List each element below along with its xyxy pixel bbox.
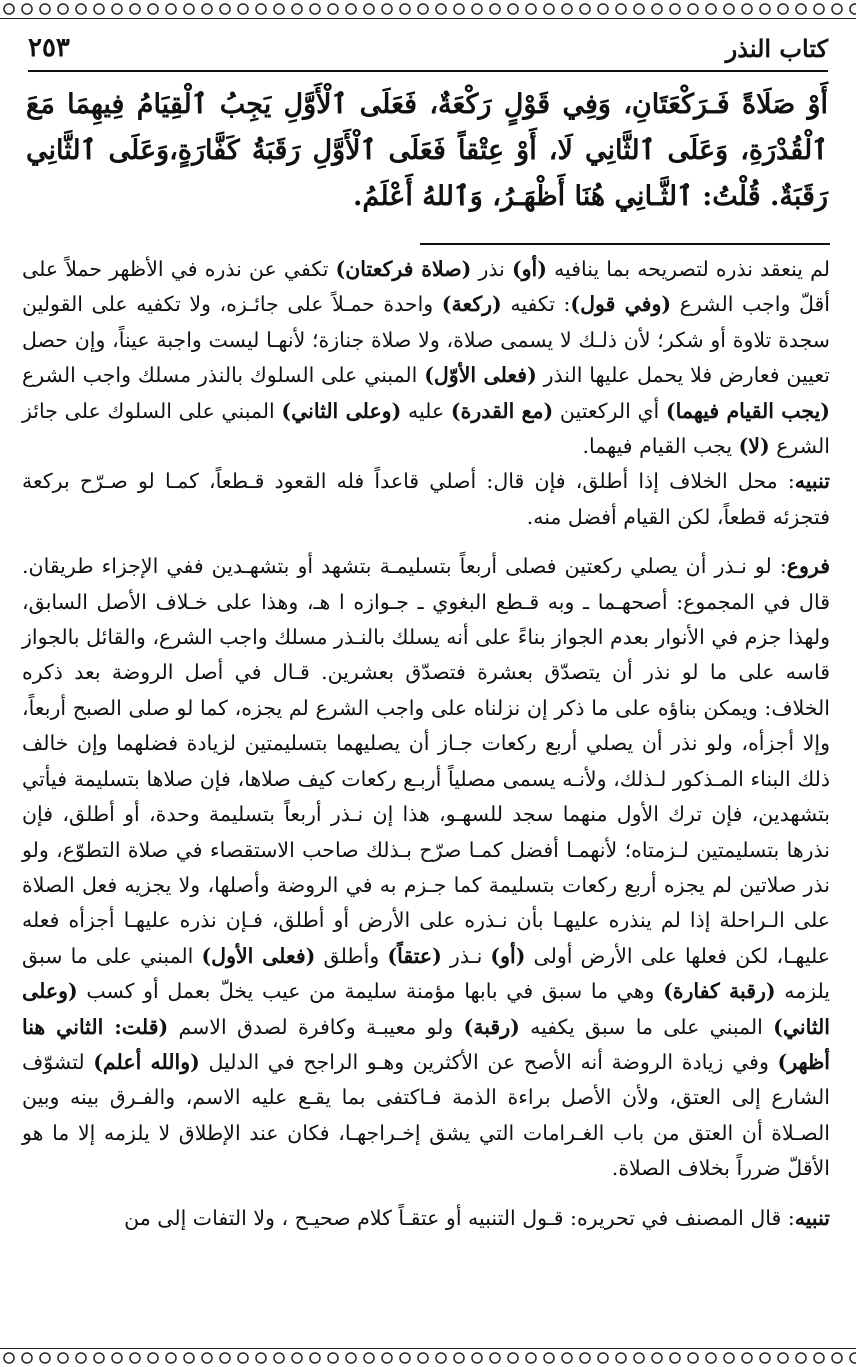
bold-segment: (مع القدرة) xyxy=(450,398,554,423)
text-segment: لتشوّف الشارع إلى العتق، ولأن الأصل براءة الذمة فـاكتفى بما يقـع عليه الاسم، والفـرق بينه وبين الصـلاة أن العتق من باب الغـرامات التي يشق إخـراجهـا، فكان عند الإطلاق لا يلزمه إلا ما هو الأقلّ ضرراً بخلاف الصلاة. xyxy=(22,1049,830,1181)
bold-segment: فروع xyxy=(786,554,830,579)
text-segment: وهي ما سبق في بابها مؤمنة سليمة من عيب يخلّ بعمل أو كسب xyxy=(77,979,664,1004)
bold-segment: (يجب القيام فيهما) xyxy=(665,398,830,423)
text-segment: : تكفيه xyxy=(501,292,571,317)
bold-segment: (لا) xyxy=(738,434,770,459)
page-header xyxy=(28,26,828,72)
text-segment: يجب القيام فيهما. xyxy=(582,434,739,459)
text-segment: واحدة حمـلاً على جائـزه، ولا تكفيه على القولين سجدة تلاوة أو شكر؛ لأن ذلـك لا يسمى صلاة، ولا صلاة جنازة؛ لأنهـا ليست واجبة عيناً، وإن حصل تعيين فعارض فلا يحمل عليها النذر xyxy=(22,292,830,388)
footnote-separator xyxy=(420,243,830,245)
sharh-commentary xyxy=(22,252,830,1236)
text-segment: ولو معيبـة وكافرة لصدق الاسم xyxy=(168,1014,464,1039)
text-segment: وفي زيادة الروضة أنه الأصح عن الأكثرين وهـو الراجح في الدليل xyxy=(199,1049,778,1074)
text-segment: المبني على السلوك على جائز الشرع xyxy=(22,398,830,459)
text-segment: : لو نـذر أن يصلي ركعتين فصلى أربعاً بتسليمـة بتشهد أو بتشهـدين ففي الإجزاء طريقان. قال في المجموع: أصحهـما ـ وبه قـطع البغوي ـ جـوازه ا هـ، وهذا على خـلاف الأصل السابق، ولهذا جزم في الأنوار بعدم الجواز بناءً على أنه يسلك بالنـذر مسلك واجب الشرع، والقائل بالجواز قاسه على ما لو نذر أن يتصدّق بعشرة فتصدّق بعشرين. قـال في أصل الروضة بعد ذكره الخلاف: ويمكن بناؤه على ما ذكر إن نزلناه على واجب الشرع لم يجزه، كما لو صلى الصبح أربعاً، وإلا أجزأه، ولو نذر أن يصلي أربع ركعات جـاز أن يصليهما بتسليمتين لزيادة فضلهما وإن خالف ذلك البناء المـذكور لـذلك، ولأنـه يسمى مصلياً أربـع ركعات كيف صلاها، فإن صلاها بتسليمة فيأتي بتشهدين، فإن ترك الأول منهما سجد للسهـو، هذا إن نـذر أربعاً بتسليمة وحدة، أو أطلق، فإن نذرها بتسليمتين لـزمتاه؛ لأنهمـا أفضل كمـا صرّح بـذلك صاحب الاستقصاء في صلاة التطوّع، ولو نذر صلاتين لم يجزه أربع ركعات بتسليمة كما جـزم به في الروضة وأصلها، ولا يجزيه فعل الصلاة على الـراحلة إذا لم ينذره عليهـا بأن نـذره على الأرض أو أطلق، فـإن نذره عليهـا أجزأه فعله عليهـا، لكن فعلها على الأرض أولى xyxy=(22,554,831,968)
text-segment: : قال المصنف في تحريره: قـول التنبيه أو عتقـاً كلام صحيـح ، ولا التفات إلى من xyxy=(124,1205,795,1230)
bold-segment: (ركعة) xyxy=(441,292,502,317)
paragraph xyxy=(22,549,830,1186)
page-number: ٢٥٣ xyxy=(28,33,70,63)
bold-segment: (فعلى الأول) xyxy=(201,943,316,968)
text-segment: تكفي عن نذره في الأظهر حملاً على أقلّ واجب الشرع xyxy=(22,257,830,317)
bold-segment: (والله أعلم) xyxy=(93,1049,200,1074)
bold-segment: (عتقاً) xyxy=(387,943,442,968)
text-segment: المبني على ما سبق يلزمه xyxy=(22,943,830,1004)
chapter-title: كتاب النذر xyxy=(725,33,828,63)
bold-segment: (أو) xyxy=(490,943,526,968)
bold-segment: (قلت: الثاني هنا أظهر) xyxy=(22,1014,830,1074)
text-segment: عليه xyxy=(401,398,451,423)
text-segment: المبني على ما سبق يكفيه xyxy=(519,1014,774,1039)
top-ornamental-border xyxy=(0,0,856,19)
bold-segment: (فعلى الأوّل) xyxy=(424,363,537,388)
bold-segment: (وفي قول) xyxy=(570,292,672,317)
bold-segment: (رقبة كفارة) xyxy=(663,979,776,1004)
paragraph xyxy=(22,252,830,464)
text-segment: نذر xyxy=(471,257,512,281)
bold-segment: (وعلى الثاني) xyxy=(281,398,402,423)
bold-segment: (رقبة) xyxy=(463,1014,520,1039)
bold-segment: (أو) xyxy=(511,257,547,281)
text-segment: المبني على السلوك بالنذر مسلك واجب الشرع xyxy=(22,363,425,388)
bold-segment: (صلاة فركعتان) xyxy=(335,257,472,281)
text-segment: نـذر xyxy=(441,943,491,968)
text-segment: أي الركعتين xyxy=(553,398,666,423)
matn-text: أَوْ صَلَاةً فَـرَكْعَتَانِ، وَفِي قَوْلٍ رَكْعَةٌ، فَعَلَى ٱلْأَوَّلِ يَجِبُ ٱلْقِيَامُ فِيهِمَا مَعَ ٱلْقُدْرَةِ، وَعَلَى ٱلثَّانِي لَا، أَوْ عِتْقاً فَعَلَى ٱلْأَوَّلِ رَقَبَةُ كَفَّارَةٍ،وَعَلَى ٱلثَّانِي رَقَبَةٌ. قُلْتُ: ٱلثَّـانِي هُنَا أَظْهَـرُ، وَٱللهُ أَعْلَمُ. xyxy=(26,89,828,212)
text-segment: لم ينعقد نذره لتصريحه بما ينافيه xyxy=(546,257,830,281)
text-segment: : محل الخلاف إذا أطلق، فإن قال: أصلي قاعداً فله القعود قـطعاً، كمـا لو صـرّح بركعة فتجزئه قطعاً، لكن القيام أفضل منه. xyxy=(22,469,830,529)
bold-segment: تنبيه xyxy=(794,1205,830,1230)
paragraph xyxy=(22,464,830,535)
paragraph xyxy=(22,1201,830,1236)
bottom-ornamental-border xyxy=(0,1348,856,1367)
bold-segment: (وعلى الثاني) xyxy=(22,979,830,1039)
text-segment: وأطلق xyxy=(315,943,388,968)
bold-segment: تنبيه xyxy=(794,469,830,494)
